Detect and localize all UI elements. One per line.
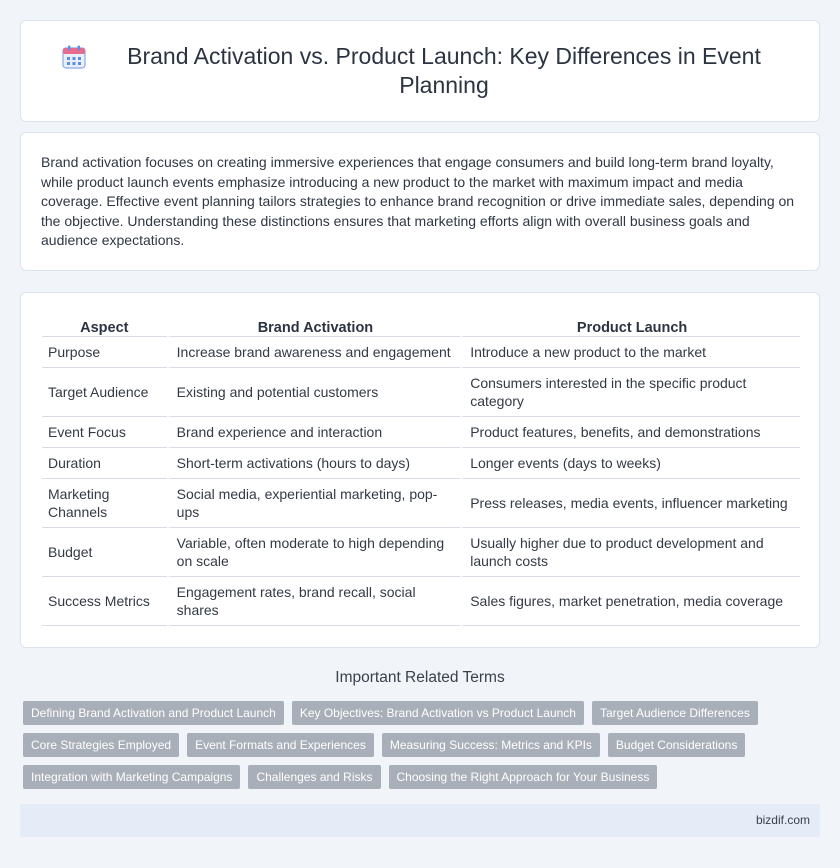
related-terms-heading: Important Related Terms: [335, 669, 505, 686]
table-cell: Consumers interested in the specific product category: [460, 368, 800, 417]
table-cell: Press releases, media events, influencer marketing: [460, 479, 800, 528]
table-cell: Product features, benefits, and demonstrations: [460, 417, 800, 448]
tag-row: [23, 765, 823, 789]
table-cell: Social media, experiential marketing, pop-ups: [167, 479, 461, 528]
table-cell: Marketing Channels: [42, 479, 167, 528]
related-term-tag[interactable]: Choosing the Right Approach for Your Business: [389, 765, 658, 789]
table-cell: Increase brand awareness and engagement: [167, 337, 461, 368]
title-card: [20, 20, 820, 122]
table-row: [42, 337, 800, 368]
footer-site-link[interactable]: bizdif.com: [755, 813, 810, 827]
related-term-tag[interactable]: Challenges and Risks: [248, 765, 380, 789]
table-cell: Sales figures, market penetration, media coverage: [460, 577, 800, 626]
table-cell: Variable, often moderate to high depending on scale: [167, 528, 461, 577]
related-term-tag[interactable]: Core Strategies Employed: [23, 733, 179, 757]
table-cell: Brand experience and interaction: [167, 417, 461, 448]
footer: [20, 804, 820, 837]
table-cell: Longer events (days to weeks): [460, 448, 800, 479]
related-term-tag[interactable]: Integration with Marketing Campaigns: [23, 765, 240, 789]
table-row: [42, 368, 800, 417]
table-cell: Short-term activations (hours to days): [167, 448, 461, 479]
tag-row: [23, 733, 823, 757]
calendar-icon: [61, 44, 87, 70]
table-row: [42, 528, 800, 577]
tag-row: [23, 701, 823, 725]
column-header-brand-activation: Brand Activation: [167, 313, 461, 337]
table-cell: Target Audience: [42, 368, 167, 417]
table-cell: Event Focus: [42, 417, 167, 448]
related-terms-tags: [23, 701, 823, 797]
table-row: [42, 448, 800, 479]
intro-paragraph: Brand activation focuses on creating immersive experiences that engage consumers and build long-term brand loyalty, while product launch events emphasize introducing a new product to the market with maximum impact and media coverage. Effective event planning tailors strategies to enhance brand recognition or drive immediate sales, depending on the objective. Understanding these distinctions ensures that marketing efforts align with overall business goals and audience expectations.: [41, 154, 795, 248]
table-cell: Purpose: [42, 337, 167, 368]
column-header-aspect: Aspect: [42, 313, 167, 337]
related-term-tag[interactable]: Target Audience Differences: [592, 701, 758, 725]
related-term-tag[interactable]: Key Objectives: Brand Activation vs Product Launch: [292, 701, 584, 725]
related-term-tag[interactable]: Budget Considerations: [608, 733, 745, 757]
table-row: [42, 577, 800, 626]
related-term-tag[interactable]: Measuring Success: Metrics and KPIs: [382, 733, 600, 757]
table-cell: Duration: [42, 448, 167, 479]
table-cell: Existing and potential customers: [167, 368, 461, 417]
table-row: [42, 479, 800, 528]
comparison-table: [42, 313, 800, 626]
table-cell: Engagement rates, brand recall, social shares: [167, 577, 461, 626]
column-header-product-launch: Product Launch: [460, 313, 800, 337]
related-term-tag[interactable]: Event Formats and Experiences: [187, 733, 374, 757]
related-term-tag[interactable]: Defining Brand Activation and Product Launch: [23, 701, 284, 725]
table-cell: Budget: [42, 528, 167, 577]
comparison-table-card: [20, 292, 820, 648]
table-cell: Success Metrics: [42, 577, 167, 626]
table-header-row: [42, 313, 800, 337]
table-cell: Introduce a new product to the market: [460, 337, 800, 368]
page-title: Brand Activation vs. Product Launch: Key Differences in Event Planning: [127, 43, 761, 98]
intro-card: [20, 132, 820, 271]
table-cell: Usually higher due to product development and launch costs: [460, 528, 800, 577]
table-row: [42, 417, 800, 448]
